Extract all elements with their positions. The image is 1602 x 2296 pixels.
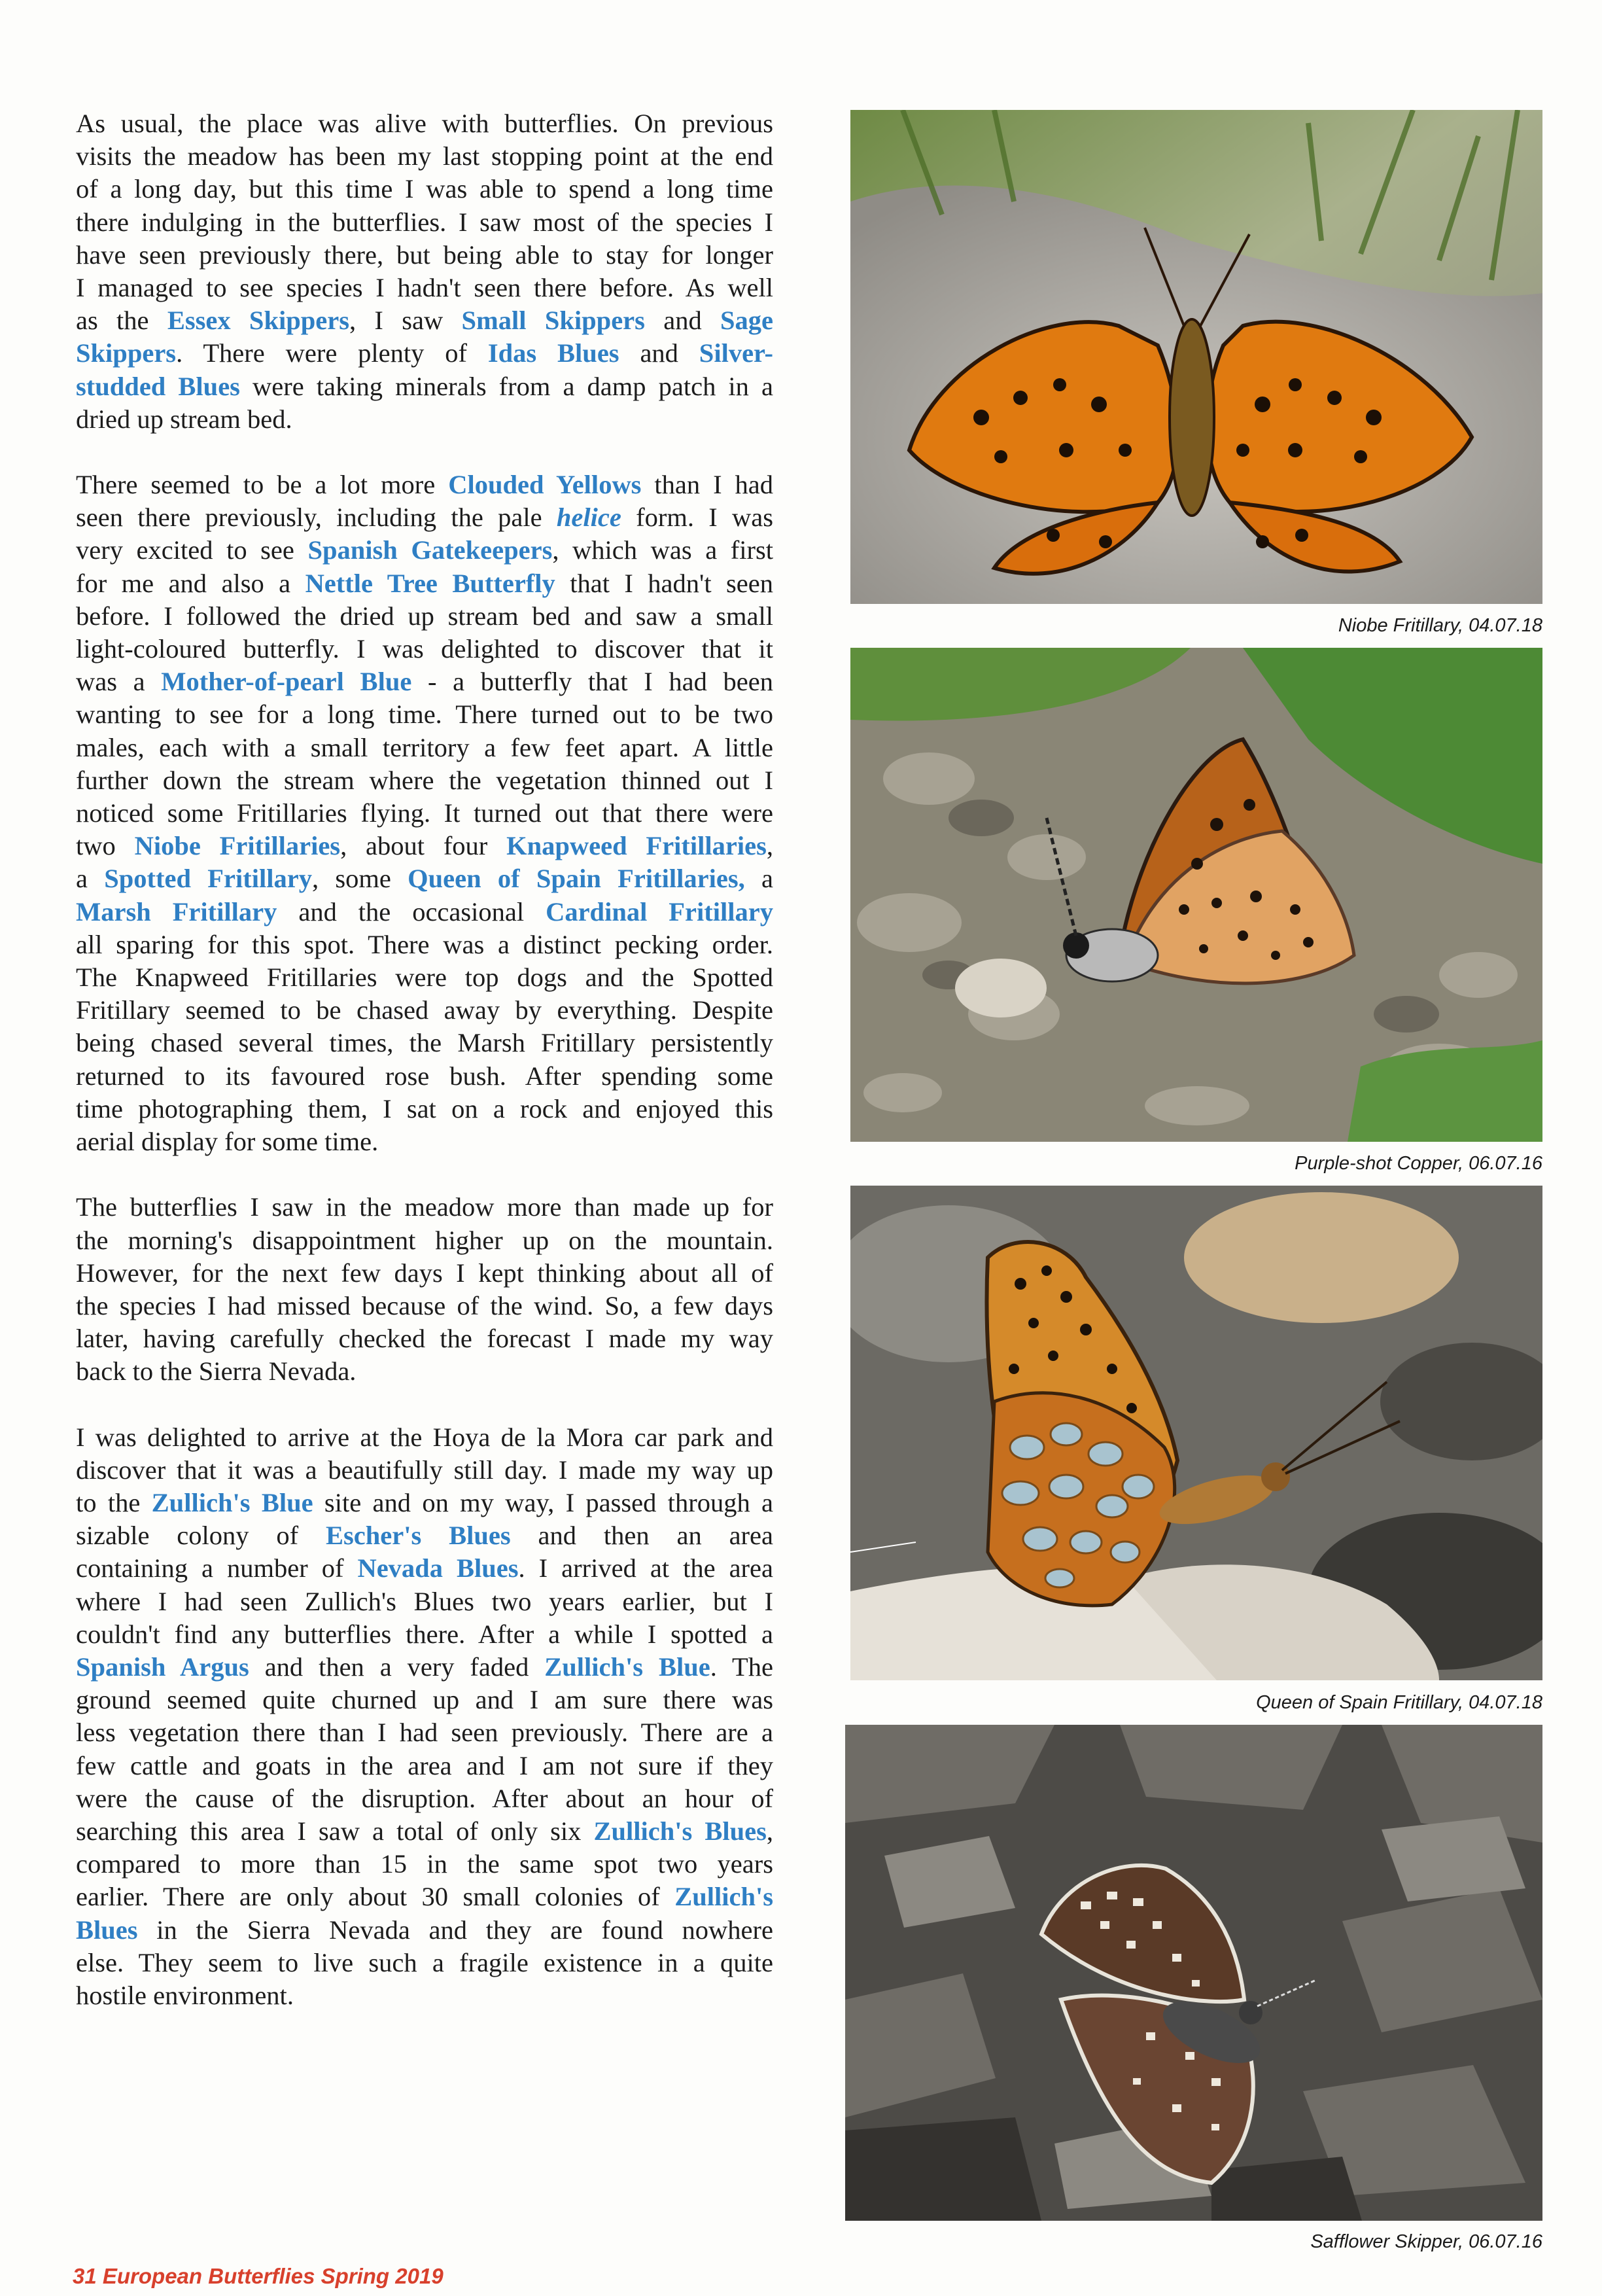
text-line (76, 1125, 773, 1158)
text-line (76, 1651, 773, 1684)
text-run: seen there previously, including the pale (76, 503, 557, 533)
species-name: Zullich's Blues (593, 1816, 767, 1846)
text-run: The butterflies I saw in the meadow more than made up for (76, 1192, 773, 1222)
text-run: . The (710, 1651, 774, 1682)
species-name: Queen of Spain Fritillaries, (408, 864, 745, 894)
text-run: as the (76, 306, 167, 336)
text-run: and (619, 338, 699, 368)
text-run: , I saw (349, 306, 462, 336)
text-run: I was delighted to arrive at the Hoya de la Mora car park and (76, 1422, 773, 1452)
paragraph-3 (76, 1191, 773, 1388)
text-run: else. They seem to live such a fragile existence in a quite (76, 1947, 773, 1977)
text-line (76, 1454, 773, 1487)
text-line (76, 1257, 773, 1290)
text-line (76, 1322, 773, 1355)
caption-safflower-skipper: Safflower Skipper, 06.07.16 (1310, 2231, 1542, 2252)
text-line (76, 1355, 773, 1388)
photo-queen-of-spain-fritillary (850, 1186, 1542, 1680)
paragraph-1 (76, 107, 773, 436)
photo-purple-shot-copper (850, 648, 1542, 1142)
text-run: , about four (340, 831, 507, 861)
text-run: . I arrived at the area (518, 1553, 773, 1583)
safflower-skipper-image (845, 1725, 1542, 2221)
text-run: two (76, 831, 135, 861)
text-run: of a long day, but this time I was able to spend a long time (76, 174, 773, 204)
text-line (76, 961, 773, 994)
text-run: being chased several times, the Marsh Fritillary persistently (76, 1028, 773, 1058)
text-line (76, 1060, 773, 1093)
text-line (76, 1290, 773, 1322)
text-line (76, 1421, 773, 1454)
species-name: Skippers (76, 338, 177, 368)
text-line (76, 600, 773, 633)
text-line (76, 468, 773, 501)
text-run: very excited to see (76, 535, 308, 565)
text-run: , which was a first (552, 535, 773, 565)
purple-shot-copper-image (850, 648, 1542, 1142)
text-run: containing a number of (76, 1553, 358, 1583)
text-line (76, 1487, 773, 1519)
species-name: Clouded Yellows (448, 470, 642, 500)
text-run: There seemed to be a lot more (76, 470, 449, 500)
text-line (76, 764, 773, 797)
text-run: light-coloured butterfly. I was delighted to discover that it (76, 634, 773, 664)
text-run: where I had seen Zullich's Blues two years earlier, but I (76, 1586, 773, 1616)
text-line (76, 1716, 773, 1749)
photo-niobe-fritillary (850, 110, 1542, 604)
text-run: discover that it was a beautifully still day. I made my way up (76, 1455, 773, 1485)
species-name: Cardinal Fritillary (546, 896, 773, 927)
text-run: males, each with a small territory a few feet apart. A little (76, 732, 773, 762)
text-line (76, 337, 773, 370)
text-run: before. I followed the dried up stream bed and saw a small (76, 601, 773, 631)
text-run: visits the meadow has been my last stopping point at the end (76, 141, 773, 171)
text-run: were taking minerals from a damp patch in a (239, 371, 773, 401)
species-name: Essex Skippers (167, 306, 349, 336)
text-run: few cattle and goats in the area and I am not sure if they (76, 1750, 773, 1780)
text-line (76, 239, 773, 272)
species-name: Zullich's Blue (151, 1487, 313, 1517)
photo-safflower-skipper (845, 1725, 1542, 2221)
text-run: further down the stream where the vegetation thinned out I (76, 765, 773, 795)
text-run: , (766, 831, 774, 861)
text-run: hostile environment. (76, 1980, 294, 2010)
text-run: sizable colony of (76, 1521, 326, 1551)
text-line (76, 994, 773, 1027)
text-line (76, 1585, 773, 1618)
article-body (76, 107, 773, 2045)
text-line (76, 797, 773, 830)
species-name: Mother-of-pearl Blue (161, 667, 412, 697)
queen-of-spain-fritillary-image (850, 1186, 1542, 1680)
text-run: As usual, the place was alive with butterflies. On previous (76, 109, 773, 138)
text-line (76, 1224, 773, 1257)
text-run: The Knapweed Fritillaries were top dogs and the Spotted (76, 963, 773, 993)
text-line (76, 534, 773, 567)
text-run: . There were plenty of (176, 338, 488, 368)
species-name: Sage (720, 306, 774, 336)
caption-queen-of-spain-fritillary: Queen of Spain Fritillary, 04.07.18 (1256, 1692, 1542, 1713)
paragraph-2 (76, 468, 773, 1158)
text-run: time photographing them, I sat on a rock and enjoyed this (76, 1093, 773, 1123)
niobe-fritillary-image (850, 110, 1542, 604)
species-name: Small Skippers (461, 306, 645, 336)
text-run: the species I had missed because of the wind. So, a few days (76, 1290, 773, 1320)
text-run: a (744, 864, 773, 894)
text-line (76, 896, 773, 928)
species-name: Zullich's (674, 1882, 773, 1912)
text-line (76, 403, 773, 436)
caption-niobe-fritillary: Niobe Fritillary, 04.07.18 (1338, 615, 1542, 636)
text-run: I managed to see species I hadn't seen there before. As well (76, 273, 773, 303)
text-line (76, 1782, 773, 1815)
text-run: dried up stream bed. (76, 404, 292, 434)
text-run: earlier. There are only about 30 small colonies of (76, 1882, 675, 1912)
text-run: and the occasional (277, 896, 546, 927)
text-run: couldn't find any butterflies there. After a while I spotted a (76, 1619, 773, 1649)
text-run: less vegetation there than I had seen previously. There are a (76, 1718, 773, 1748)
caption-purple-shot-copper: Purple-shot Copper, 06.07.16 (1295, 1153, 1542, 1174)
text-line (76, 173, 773, 205)
text-line (76, 1881, 773, 1913)
text-line (76, 1618, 773, 1651)
paragraph-4 (76, 1421, 773, 2013)
text-run: returned to its favoured rose bush. After spending some (76, 1061, 773, 1091)
species-name: Knapweed Fritillaries (506, 831, 767, 861)
species-name: studded Blues (76, 371, 240, 401)
text-run: However, for the next few days I kept thinking about all of (76, 1258, 773, 1288)
text-line (76, 1027, 773, 1059)
text-line (76, 1914, 773, 1947)
text-line (76, 698, 773, 731)
text-run: the morning's disappointment higher up on the mountain. (76, 1225, 773, 1255)
text-run: in the Sierra Nevada and they are found nowhere (137, 1915, 773, 1945)
text-line (76, 1947, 773, 1979)
text-line (76, 140, 773, 173)
text-run: Fritillary seemed to be chased away by everything. Despite (76, 995, 773, 1025)
text-run: were the cause of the disruption. After about an hour of (76, 1783, 773, 1813)
text-line (76, 665, 773, 698)
text-line (76, 1552, 773, 1585)
text-run: , (766, 1816, 773, 1846)
text-line (76, 206, 773, 239)
species-name: Silver- (699, 338, 774, 368)
species-name: Nevada Blues (357, 1553, 519, 1583)
text-run: a (76, 864, 105, 894)
text-run: - a butterfly that I had been (411, 667, 773, 697)
text-run: wanting to see for a long time. There turned out to be two (76, 699, 773, 730)
text-run: and (644, 306, 721, 336)
text-run: there indulging in the butterflies. I saw most of the species I (76, 207, 773, 237)
species-name: Nettle Tree Butterfly (305, 568, 555, 598)
text-run: back to the Sierra Nevada. (76, 1356, 357, 1386)
text-run: that I hadn't seen (555, 568, 773, 598)
text-run: noticed some Fritillaries flying. It turned out that there were (76, 798, 773, 828)
text-line (76, 1979, 773, 2012)
text-line (76, 633, 773, 665)
text-run: than I had (641, 470, 773, 500)
text-run: aerial display for some time. (76, 1127, 379, 1157)
text-line (76, 1519, 773, 1552)
page-footer: 31 European Butterflies Spring 2019 (73, 2264, 444, 2288)
text-run: later, having carefully checked the forecast I made my way (76, 1324, 773, 1354)
text-line (76, 501, 773, 534)
text-run: form. I was (621, 503, 773, 533)
text-line (76, 1848, 773, 1881)
species-name: Niobe Fritillaries (134, 831, 341, 861)
species-name: Zullich's Blue (544, 1651, 710, 1682)
text-run: and then a very faded (249, 1651, 545, 1682)
text-line (76, 830, 773, 862)
text-line (76, 107, 773, 140)
text-run: searching this area I saw a total of only six (76, 1816, 594, 1846)
text-line (76, 1815, 773, 1848)
text-line (76, 732, 773, 764)
species-name: Marsh Fritillary (76, 896, 277, 927)
text-run: compared to more than 15 in the same spot two years (76, 1849, 773, 1879)
species-name: Blues (76, 1915, 138, 1945)
species-name: Idas Blues (487, 338, 619, 368)
text-line (76, 272, 773, 304)
text-line (76, 370, 773, 403)
text-line (76, 1093, 773, 1125)
species-name: Spotted Fritillary (104, 864, 312, 894)
text-run: to the (76, 1487, 152, 1517)
text-line (76, 304, 773, 337)
species-name: helice (556, 503, 621, 533)
text-line (76, 928, 773, 961)
species-name: Spanish Gatekeepers (307, 535, 553, 565)
text-run: ground seemed quite churned up and I am sure there was (76, 1685, 773, 1715)
text-run: site and on my way, I passed through a (313, 1487, 774, 1517)
text-run: was a (76, 667, 162, 697)
text-run: have seen previously there, but being able to stay for longer (76, 239, 773, 270)
text-line (76, 1750, 773, 1782)
text-run: , some (311, 864, 408, 894)
text-run: and then an area (510, 1521, 773, 1551)
text-run: for me and also a (76, 568, 305, 598)
text-line (76, 567, 773, 600)
text-line (76, 1191, 773, 1224)
text-run: all sparing for this spot. There was a distinct pecking order. (76, 929, 773, 959)
species-name: Escher's Blues (326, 1521, 511, 1551)
text-line (76, 862, 773, 895)
text-line (76, 1684, 773, 1716)
species-name: Spanish Argus (76, 1651, 249, 1682)
